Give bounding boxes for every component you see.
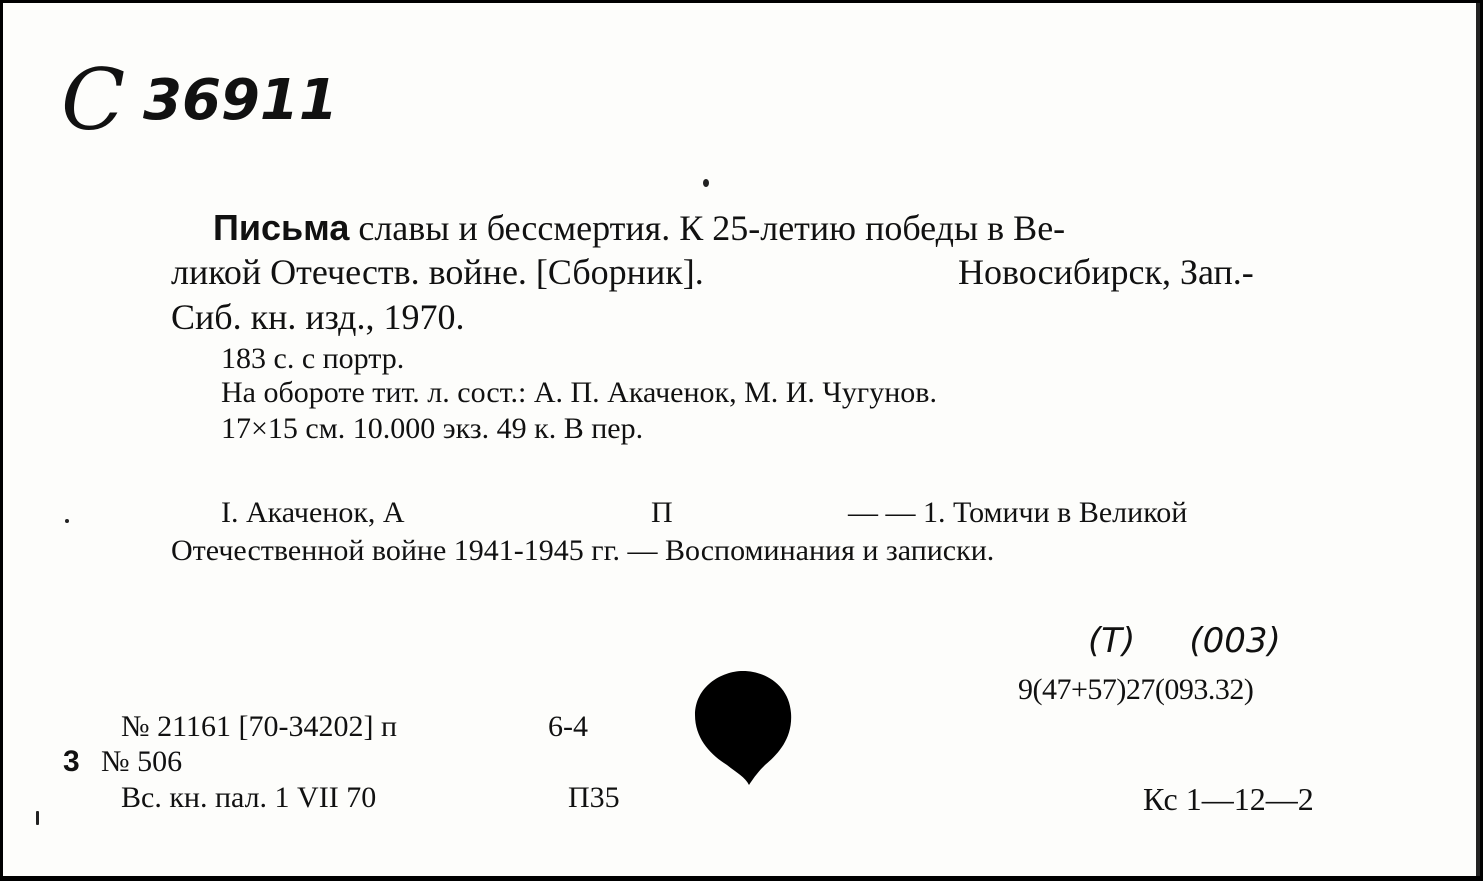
title-line-3: Сиб. кн. изд., 1970.: [171, 297, 465, 337]
book-chamber-code: П35: [568, 781, 620, 814]
pages-description: 183 с. с портр.: [221, 342, 405, 375]
catalog-card: [3, 3, 1480, 876]
publication-place: Новосибирск, Зап.-: [958, 252, 1254, 292]
punch-hole-blot: [693, 669, 793, 787]
call-number-letter: С: [61, 51, 124, 149]
order-code: 6-4: [548, 710, 588, 743]
tracing-subject: — — 1. Томичи в Великой: [848, 496, 1188, 529]
classification-code: 9(47+57)27(093.32): [1018, 673, 1254, 706]
title-line-1-rest: славы и бессмертия. К 25-летию победы в Ве-: [349, 208, 1066, 248]
copy-mark: 3: [63, 745, 80, 778]
call-number-digits: 36911: [143, 68, 338, 133]
format-price: 17×15 см. 10.000 экз. 49 к. В пер.: [221, 412, 644, 445]
book-chamber-note: Вс. кн. пал. 1 VII 70: [121, 781, 377, 814]
ink-speck: [65, 519, 69, 523]
tracing-author-initial: П: [651, 496, 673, 529]
title-line-1: [213, 205, 1065, 251]
tracing-author: I. Акаченок, А: [221, 496, 405, 529]
kc-code: Кс 1—12—2: [1143, 781, 1314, 817]
ink-speck: [36, 811, 39, 825]
tracing-subject-cont: Отечественной войне 1941-1945 гг. — Воспоминания и записки.: [171, 534, 995, 567]
compilers-note: На обороте тит. л. сост.: А. П. Акаченок, М. И. Чугунов.: [221, 376, 937, 409]
order-number: № 21161 [70-34202] п: [121, 710, 398, 743]
title-bold: Письма: [213, 207, 350, 248]
copy-number: № 506: [101, 745, 183, 778]
title-line-2: ликой Отечеств. войне. [Сборник].: [171, 252, 704, 292]
ink-speck: [703, 179, 709, 187]
handwritten-notes: (Т) (003): [1088, 621, 1281, 661]
